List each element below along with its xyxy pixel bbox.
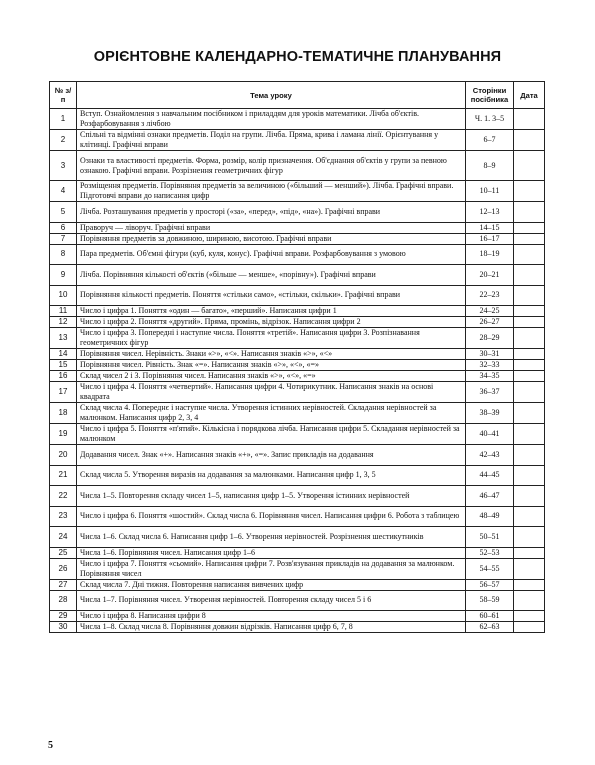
row-date — [514, 579, 545, 590]
table-row — [50, 222, 545, 233]
row-number: 29 — [50, 611, 77, 622]
row-number: 4 — [50, 181, 77, 202]
table-row — [50, 558, 545, 579]
table-body — [50, 109, 545, 633]
row-number: 11 — [50, 306, 77, 317]
table-row — [50, 233, 545, 244]
row-pages: 36–37 — [466, 382, 514, 403]
row-number: 20 — [50, 445, 77, 466]
table-row — [50, 611, 545, 622]
row-pages: 24–25 — [466, 306, 514, 317]
table-row — [50, 590, 545, 611]
row-topic: Числа 1–5. Повторення складу чисел 1–5, написання цифр 1–5. Утворення істинних нерівностей — [77, 486, 466, 507]
page-title: ОРІЄНТОВНЕ КАЛЕНДАРНО-ТЕМАТИЧНЕ ПЛАНУВАННЯ — [93, 49, 502, 65]
table-row — [50, 622, 545, 633]
table-row — [50, 486, 545, 507]
row-number: 6 — [50, 222, 77, 233]
table-row — [50, 527, 545, 548]
row-date — [514, 622, 545, 633]
table-row — [50, 506, 545, 527]
row-topic: Пара предметів. Об'ємні фігури (куб, куля, конус). Графічні вправи. Розфарбовування з умовою — [77, 244, 466, 265]
row-pages: 16–17 — [466, 233, 514, 244]
row-date — [514, 360, 545, 371]
row-pages: Ч. 1. 3–5 — [466, 109, 514, 130]
row-topic: Число і цифра 6. Поняття «шостий». Склад числа 6. Порівняння чисел. Написання цифри 6. Робота з таблицею — [77, 506, 466, 527]
row-topic: Праворуч — ліворуч. Графічні вправи — [77, 222, 466, 233]
row-pages: 56–57 — [466, 579, 514, 590]
row-number: 12 — [50, 317, 77, 328]
table-row — [50, 202, 545, 223]
row-topic: Вступ. Ознайомлення з навчальним посібником і приладдям для уроків математики. Лічба об'єктів. Розфарбовування з лічбою — [77, 109, 466, 130]
row-date — [514, 130, 545, 151]
row-date — [514, 506, 545, 527]
table-row — [50, 285, 545, 306]
row-date — [514, 285, 545, 306]
table-row — [50, 349, 545, 360]
header-number: № з/п — [50, 82, 77, 109]
row-topic: Число і цифра 8. Написання цифри 8 — [77, 611, 466, 622]
row-date — [514, 222, 545, 233]
row-topic: Число і цифра 4. Поняття «четвертий». Написання цифри 4. Чотирикутник. Написання знаків на основі квадрата — [77, 382, 466, 403]
table-row — [50, 382, 545, 403]
table-row — [50, 360, 545, 371]
row-topic: Порівняння чисел. Рівність. Знак «=». Написання знаків «>», «<», «=» — [77, 360, 466, 371]
table-row — [50, 317, 545, 328]
row-number: 9 — [50, 265, 77, 286]
row-number: 26 — [50, 558, 77, 579]
row-number: 15 — [50, 360, 77, 371]
row-date — [514, 328, 545, 349]
row-topic: Число і цифра 7. Поняття «сьомий». Написання цифри 7. Розв'язування прикладів на додавання за малюнком. Порівняння чисел — [77, 558, 466, 579]
row-pages: 50–51 — [466, 527, 514, 548]
row-number: 24 — [50, 527, 77, 548]
row-date — [514, 265, 545, 286]
row-number: 22 — [50, 486, 77, 507]
row-number: 7 — [50, 233, 77, 244]
row-topic: Число і цифра 3. Попередні і наступне числа. Поняття «третій». Написання цифри 3. Розпізнавання геометричних фігур — [77, 328, 466, 349]
row-pages: 22–23 — [466, 285, 514, 306]
row-pages: 38–39 — [466, 403, 514, 424]
row-date — [514, 306, 545, 317]
row-number: 3 — [50, 151, 77, 181]
row-pages: 18–19 — [466, 244, 514, 265]
table-row — [50, 151, 545, 181]
row-date — [514, 486, 545, 507]
row-number: 23 — [50, 506, 77, 527]
row-number: 13 — [50, 328, 77, 349]
row-topic: Числа 1–6. Порівняння чисел. Написання цифр 1–6 — [77, 547, 466, 558]
table-row — [50, 424, 545, 445]
row-topic: Лічба. Порівняння кількості об'єктів («більше — менше», «порівну»). Графічні вправи — [77, 265, 466, 286]
row-date — [514, 403, 545, 424]
row-topic: Лічба. Розташування предметів у просторі («за», «перед», «під», «на»). Графічні вправи — [77, 202, 466, 223]
row-number: 21 — [50, 465, 77, 486]
row-topic: Склад числа 7. Дні тижня. Повторення написання вивчених цифр — [77, 579, 466, 590]
row-pages: 34–35 — [466, 371, 514, 382]
row-topic: Порівняння предметів за довжиною, шириною, висотою. Графічні вправи — [77, 233, 466, 244]
row-date — [514, 465, 545, 486]
table-row — [50, 109, 545, 130]
row-topic: Ознаки та властивості предметів. Форма, розмір, колір призначення. Об'єднання об'єктів у групи за певною ознакою. Графічні вправи. Розрізнення геометричних фігур — [77, 151, 466, 181]
row-pages: 8–9 — [466, 151, 514, 181]
row-number: 2 — [50, 130, 77, 151]
row-date — [514, 590, 545, 611]
row-date — [514, 424, 545, 445]
row-pages: 14–15 — [466, 222, 514, 233]
row-pages: 46–47 — [466, 486, 514, 507]
row-number: 14 — [50, 349, 77, 360]
row-number: 10 — [50, 285, 77, 306]
table-row — [50, 181, 545, 202]
table-row — [50, 265, 545, 286]
table-header-row — [50, 82, 545, 109]
row-pages: 42–43 — [466, 445, 514, 466]
row-topic: Склад числа 4. Попереднє і наступне числа. Утворення істинних нерівностей. Складання нерівностей за малюнком. Написання цифр 2, 3, 4 — [77, 403, 466, 424]
row-number: 18 — [50, 403, 77, 424]
row-topic: Порівняння чисел. Нерівність. Знаки «>», «<». Написання знаків «>», «<» — [77, 349, 466, 360]
row-date — [514, 445, 545, 466]
row-topic: Числа 1–6. Склад числа 6. Написання цифр 1–6. Утворення нерівностей. Розрізнення шестикутників — [77, 527, 466, 548]
row-pages: 6–7 — [466, 130, 514, 151]
row-date — [514, 233, 545, 244]
row-topic: Склад числа 5. Утворення виразів на додавання за малюнками. Написання цифр 1, 3, 5 — [77, 465, 466, 486]
row-number: 1 — [50, 109, 77, 130]
row-pages: 60–61 — [466, 611, 514, 622]
row-number: 25 — [50, 547, 77, 558]
row-topic: Число і цифра 2. Поняття «другий». Пряма, промінь, відрізок. Написання цифри 2 — [77, 317, 466, 328]
row-pages: 40–41 — [466, 424, 514, 445]
row-pages: 30–31 — [466, 349, 514, 360]
row-topic: Розміщення предметів. Порівняння предметів за величиною («більший — менший»). Лічба. Графічні вправи. Підготовчі вправи до написання цифр — [77, 181, 466, 202]
row-number: 17 — [50, 382, 77, 403]
row-topic: Число і цифра 1. Поняття «один — багато», «перший». Написання цифри 1 — [77, 306, 466, 317]
row-date — [514, 244, 545, 265]
row-number: 27 — [50, 579, 77, 590]
row-date — [514, 151, 545, 181]
row-pages: 20–21 — [466, 265, 514, 286]
row-pages: 28–29 — [466, 328, 514, 349]
row-number: 28 — [50, 590, 77, 611]
row-pages: 44–45 — [466, 465, 514, 486]
row-pages: 48–49 — [466, 506, 514, 527]
table-row — [50, 244, 545, 265]
row-date — [514, 202, 545, 223]
row-number: 30 — [50, 622, 77, 633]
row-date — [514, 317, 545, 328]
row-topic: Додавання чисел. Знак «+». Написання знаків «+», «=». Запис прикладів на додавання — [77, 445, 466, 466]
table-row — [50, 445, 545, 466]
row-date — [514, 181, 545, 202]
row-topic: Число і цифра 5. Поняття «п'ятий». Кількісна і порядкова лічба. Написання цифри 5. Складання нерівностей за малюнком — [77, 424, 466, 445]
page-number: 5 — [48, 740, 53, 751]
row-date — [514, 547, 545, 558]
table-row — [50, 328, 545, 349]
row-pages: 58–59 — [466, 590, 514, 611]
row-topic: Порівняння кількості предметів. Поняття «стільки само», «стільки, скільки». Графічні вправи — [77, 285, 466, 306]
row-pages: 54–55 — [466, 558, 514, 579]
table-row — [50, 465, 545, 486]
row-topic: Спільні та відмінні ознаки предметів. Поділ на групи. Лічба. Пряма, крива і ламана лінії. Орієнтування у клітинці. Графічні вправи — [77, 130, 466, 151]
planning-table — [49, 81, 545, 633]
table-row — [50, 130, 545, 151]
row-date — [514, 109, 545, 130]
row-date — [514, 382, 545, 403]
row-pages: 10–11 — [466, 181, 514, 202]
row-topic: Числа 1–8. Склад числа 8. Порівняння довжин відрізків. Написання цифр 6, 7, 8 — [77, 622, 466, 633]
table-row — [50, 403, 545, 424]
row-date — [514, 611, 545, 622]
table-row — [50, 371, 545, 382]
row-number: 16 — [50, 371, 77, 382]
row-date — [514, 349, 545, 360]
header-date: Дата — [514, 82, 545, 109]
row-topic: Склад чисел 2 і 3. Порівняння чисел. Написання знаків «>», «<», «=» — [77, 371, 466, 382]
row-number: 8 — [50, 244, 77, 265]
table-row — [50, 306, 545, 317]
row-date — [514, 558, 545, 579]
row-date — [514, 527, 545, 548]
row-topic: Числа 1–7. Порівняння чисел. Утворення нерівностей. Повторення складу чисел 5 і 6 — [77, 590, 466, 611]
row-pages: 32–33 — [466, 360, 514, 371]
table-row — [50, 579, 545, 590]
header-topic: Тема уроку — [77, 82, 466, 109]
row-number: 19 — [50, 424, 77, 445]
row-pages: 12–13 — [466, 202, 514, 223]
header-pages: Сторінки посібника — [466, 82, 514, 109]
table-row — [50, 547, 545, 558]
row-pages: 26–27 — [466, 317, 514, 328]
row-pages: 62–63 — [466, 622, 514, 633]
row-date — [514, 371, 545, 382]
row-pages: 52–53 — [466, 547, 514, 558]
row-number: 5 — [50, 202, 77, 223]
